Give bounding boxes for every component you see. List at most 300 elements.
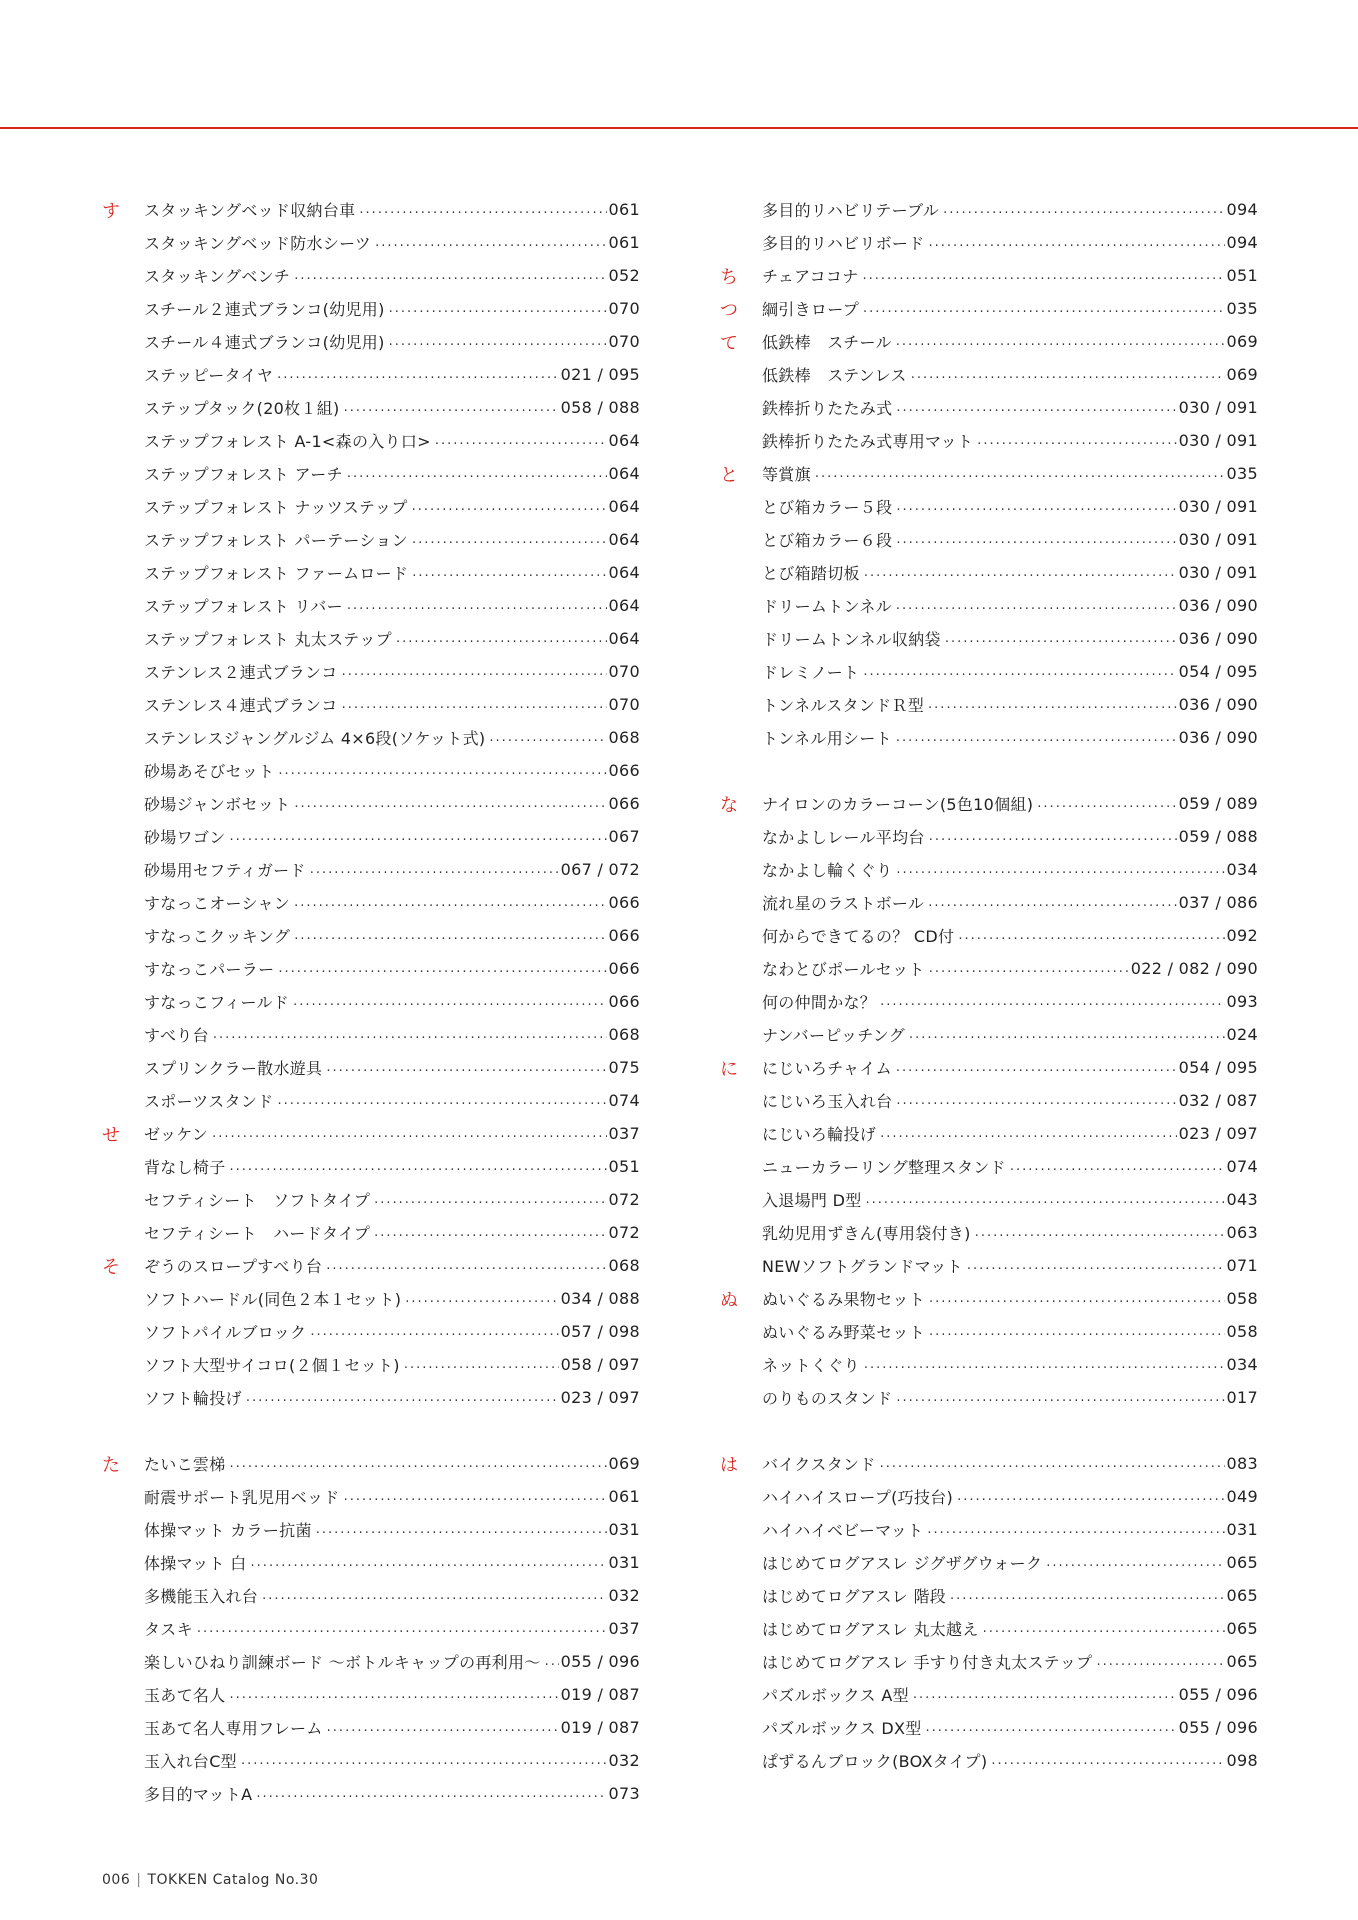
- product-name: はじめてログアスレ 階段: [762, 1587, 947, 1606]
- product-name: ナイロンのカラーコーン(5色10個組): [762, 795, 1034, 814]
- page-reference: 021 / 095: [560, 365, 640, 384]
- page-reference: 075: [608, 1058, 640, 1077]
- index-entry: [102, 1579, 640, 1612]
- dot-leader: [1037, 796, 1176, 820]
- dot-leader: [927, 1522, 1224, 1546]
- dot-leader: [310, 1324, 558, 1348]
- page-reference: 064: [608, 563, 640, 582]
- index-entry: [102, 457, 640, 490]
- index-entry: [720, 259, 1258, 292]
- page-reference: 059 / 088: [1178, 827, 1258, 846]
- index-spacer: [720, 1414, 1258, 1447]
- index-entry: [720, 1513, 1258, 1546]
- page-reference: 063: [1226, 1223, 1258, 1242]
- product-name: セフティシート ハードタイプ: [144, 1224, 371, 1243]
- index-entry: [102, 820, 640, 853]
- product-name: 玉あて名人: [144, 1686, 226, 1705]
- product-name: トンネルスタンドＲ型: [762, 696, 925, 715]
- page-reference: 070: [608, 299, 640, 318]
- dot-leader: [929, 829, 1177, 853]
- index-entry: [102, 1645, 640, 1678]
- product-name: 砂場用セフティガード: [144, 861, 306, 880]
- dot-leader: [375, 235, 606, 259]
- page-reference: 036 / 090: [1178, 629, 1258, 648]
- dot-leader: [943, 202, 1224, 226]
- dot-leader: [929, 1324, 1225, 1348]
- dot-leader: [294, 268, 606, 292]
- product-name: なかよしレール平均台: [762, 828, 925, 847]
- dot-leader: [863, 301, 1225, 325]
- index-entry: [720, 655, 1258, 688]
- page-reference: 071: [1226, 1256, 1258, 1275]
- index-column-right: [720, 193, 1258, 1777]
- product-name: ソフトハードル(同色２本１セット): [144, 1290, 402, 1309]
- page-reference: 068: [608, 728, 640, 747]
- index-entry: [720, 556, 1258, 589]
- page-reference: 058: [1226, 1289, 1258, 1308]
- dot-leader: [344, 400, 559, 424]
- page-reference: 022 / 082 / 090: [1130, 959, 1258, 978]
- page-reference: 065: [1226, 1652, 1258, 1671]
- index-entry: [720, 952, 1258, 985]
- product-name: スチール４連式ブランコ(幼児用): [144, 333, 385, 352]
- kana-heading: つ: [720, 299, 739, 321]
- dot-leader: [909, 1027, 1225, 1051]
- dot-leader: [230, 1456, 607, 1480]
- product-name: すなっこフィールド: [144, 993, 290, 1012]
- product-name: ナンバーピッチング: [762, 1026, 906, 1045]
- index-entry: [720, 1381, 1258, 1414]
- product-name: ステッピータイヤ: [144, 366, 274, 385]
- dot-leader: [958, 928, 1224, 952]
- product-name: 等賞旗: [762, 465, 811, 484]
- dot-leader: [435, 433, 607, 457]
- index-entry: [102, 523, 640, 556]
- product-name: ステップフォレスト リバー: [144, 597, 343, 616]
- index-entry: [102, 754, 640, 787]
- product-name: ぬいぐるみ野菜セット: [762, 1323, 926, 1342]
- dot-leader: [929, 1291, 1225, 1315]
- product-name: すなっこオーシャン: [144, 894, 291, 913]
- dot-leader: [327, 1720, 559, 1744]
- dot-leader: [326, 1258, 606, 1282]
- product-name: はじめてログアスレ ジグザグウォーク: [762, 1554, 1043, 1573]
- index-entry: [720, 853, 1258, 886]
- product-name: のりものスタンド: [762, 1389, 893, 1408]
- index-entry: [102, 886, 640, 919]
- product-name: 鉄棒折りたたみ式専用マット: [762, 432, 974, 451]
- dot-leader: [278, 763, 606, 787]
- product-name: ステップフォレスト アーチ: [144, 465, 343, 484]
- page-reference: 057 / 098: [560, 1322, 640, 1341]
- product-name: ドリームトンネル: [762, 597, 892, 616]
- dot-leader: [359, 202, 606, 226]
- dot-leader: [310, 862, 559, 886]
- dot-leader: [913, 1687, 1177, 1711]
- index-entry: [102, 589, 640, 622]
- page-reference: 061: [608, 233, 640, 252]
- index-entry: [720, 490, 1258, 523]
- dot-leader: [230, 1687, 559, 1711]
- dot-leader: [404, 1357, 559, 1381]
- product-name: スタッキングベッド収納台車: [144, 201, 356, 220]
- dot-leader: [863, 664, 1176, 688]
- dot-leader: [1046, 1555, 1224, 1579]
- product-name: ドレミノート: [762, 663, 860, 682]
- page-reference: 024: [1226, 1025, 1258, 1044]
- dot-leader: [294, 928, 606, 952]
- kana-heading: は: [720, 1454, 739, 1476]
- product-name: 体操マット カラー抗菌: [144, 1521, 312, 1540]
- product-name: なわとびポールセット: [762, 960, 925, 979]
- index-entry: [720, 1315, 1258, 1348]
- product-name: ソフト輪投げ: [144, 1389, 242, 1408]
- dot-leader: [864, 565, 1177, 589]
- page-reference: 031: [608, 1553, 640, 1572]
- page-reference: 034 / 088: [560, 1289, 640, 1308]
- page-reference: 066: [608, 893, 640, 912]
- index-entry: [102, 853, 640, 886]
- index-entry: [102, 1744, 640, 1777]
- dot-leader: [316, 1522, 607, 1546]
- index-entry: [102, 721, 640, 754]
- index-entry: [720, 1744, 1258, 1777]
- page-reference: 070: [608, 332, 640, 351]
- dot-leader: [277, 367, 559, 391]
- product-name: ぬいぐるみ果物セット: [762, 1290, 926, 1309]
- dot-leader: [262, 1588, 606, 1612]
- dot-leader: [230, 829, 607, 853]
- page-number: 006: [102, 1872, 131, 1888]
- dot-leader: [347, 598, 607, 622]
- product-name: スポーツスタンド: [144, 1092, 274, 1111]
- index-entry: [102, 1447, 640, 1480]
- kana-heading: と: [720, 464, 739, 486]
- dot-leader: [489, 730, 606, 754]
- index-entry: [102, 292, 640, 325]
- index-entry: [720, 1018, 1258, 1051]
- page-reference: 059 / 089: [1178, 794, 1258, 813]
- page-reference: 068: [608, 1025, 640, 1044]
- page-reference: 051: [1226, 266, 1258, 285]
- page-reference: 037: [608, 1124, 640, 1143]
- index-entry: [102, 1216, 640, 1249]
- dot-leader: [342, 697, 607, 721]
- page-reference: 058 / 088: [560, 398, 640, 417]
- dot-leader: [389, 301, 607, 325]
- page-reference: 037 / 086: [1178, 893, 1258, 912]
- dot-leader: [294, 895, 606, 919]
- product-name: はじめてログアスレ 丸太越え: [762, 1620, 979, 1639]
- page-reference: 019 / 087: [560, 1685, 640, 1704]
- kana-heading: す: [102, 200, 121, 222]
- page-reference: 064: [608, 464, 640, 483]
- product-name: とび箱カラー５段: [762, 498, 893, 517]
- index-entry: [102, 1051, 640, 1084]
- product-name: チェアココナ: [762, 267, 859, 286]
- index-entry: [102, 1249, 640, 1282]
- page-reference: 068: [608, 1256, 640, 1275]
- page-reference: 066: [608, 926, 640, 945]
- index-entry: [720, 1183, 1258, 1216]
- dot-leader: [991, 1753, 1224, 1777]
- product-name: スタッキングベンチ: [144, 267, 291, 286]
- dot-leader: [928, 697, 1177, 721]
- dot-leader: [344, 1489, 607, 1513]
- product-name: 多機能玉入れ台: [144, 1587, 259, 1606]
- dot-leader: [896, 598, 1177, 622]
- page-reference: 023 / 097: [560, 1388, 640, 1407]
- page-reference: 036 / 090: [1178, 695, 1258, 714]
- product-name: バイクスタンド: [762, 1455, 876, 1474]
- index-entry: [102, 985, 640, 1018]
- header-rule: [0, 127, 1358, 129]
- product-name: ステンレスジャングルジム 4×6段(ソケット式): [144, 729, 486, 748]
- index-entry: [720, 985, 1258, 1018]
- index-entry: [720, 226, 1258, 259]
- dot-leader: [957, 1489, 1224, 1513]
- product-name: ステンレス４連式ブランコ: [144, 696, 338, 715]
- index-entry: [102, 1711, 640, 1744]
- page-reference: 064: [608, 629, 640, 648]
- dot-leader: [326, 1060, 606, 1084]
- index-entry: [102, 1084, 640, 1117]
- page-reference: 030 / 091: [1178, 497, 1258, 516]
- dot-leader: [977, 433, 1176, 457]
- dot-leader: [412, 565, 606, 589]
- index-entry: [102, 358, 640, 391]
- index-entry: [720, 325, 1258, 358]
- dot-leader: [389, 334, 607, 358]
- page-reference: 055 / 096: [560, 1652, 640, 1671]
- page-reference: 019 / 087: [560, 1718, 640, 1737]
- page-reference: 092: [1226, 926, 1258, 945]
- dot-leader: [880, 994, 1224, 1018]
- dot-leader: [926, 1720, 1177, 1744]
- page-reference: 030 / 091: [1178, 398, 1258, 417]
- product-name: にじいろ輪投げ: [762, 1125, 877, 1144]
- product-name: 背なし椅子: [144, 1158, 226, 1177]
- page-reference: 065: [1226, 1619, 1258, 1638]
- product-name: パズルボックス DX型: [762, 1719, 922, 1738]
- page-reference: 064: [608, 431, 640, 450]
- index-entry: [720, 358, 1258, 391]
- product-name: 流れ星のラストボール: [762, 894, 925, 913]
- index-entry: [102, 556, 640, 589]
- product-name: 綱引きロープ: [762, 300, 860, 319]
- footer-separator: |: [136, 1872, 142, 1888]
- product-name: ハイハイスロープ(巧技台): [762, 1488, 954, 1507]
- index-entry: [102, 1546, 640, 1579]
- dot-leader: [396, 631, 607, 655]
- index-entry: [102, 1117, 640, 1150]
- index-entry: [720, 589, 1258, 622]
- index-entry: [102, 391, 640, 424]
- index-entry: [102, 193, 640, 226]
- index-entry: [720, 1480, 1258, 1513]
- dot-leader: [896, 1060, 1177, 1084]
- index-entry: [720, 1084, 1258, 1117]
- product-name: ステップフォレスト パーテーション: [144, 531, 408, 550]
- dot-leader: [967, 1258, 1225, 1282]
- kana-heading: せ: [102, 1124, 121, 1146]
- product-name: 体操マット 白: [144, 1554, 247, 1573]
- index-entry: [720, 787, 1258, 820]
- index-entry: [720, 820, 1258, 853]
- kana-heading: な: [720, 794, 739, 816]
- page-reference: 023 / 097: [1178, 1124, 1258, 1143]
- page-reference: 054 / 095: [1178, 662, 1258, 681]
- page-reference: 052: [608, 266, 640, 285]
- index-entry: [102, 490, 640, 523]
- dot-leader: [896, 334, 1225, 358]
- dot-leader: [880, 1126, 1177, 1150]
- product-name: とび箱カラー６段: [762, 531, 893, 550]
- dot-leader: [815, 466, 1225, 490]
- dot-leader: [277, 1093, 606, 1117]
- page-footer: [102, 1872, 318, 1888]
- dot-leader: [412, 532, 607, 556]
- index-spacer: [720, 754, 1258, 787]
- dot-leader: [866, 1192, 1225, 1216]
- page-reference: 030 / 091: [1178, 563, 1258, 582]
- page-reference: 074: [608, 1091, 640, 1110]
- dot-leader: [230, 1159, 607, 1183]
- product-name: 耐震サポート乳児用ベッド: [144, 1488, 340, 1507]
- dot-leader: [246, 1390, 559, 1414]
- index-entry: [720, 457, 1258, 490]
- product-name: ソフトパイルブロック: [144, 1323, 307, 1342]
- dot-leader: [950, 1588, 1225, 1612]
- index-entry: [102, 1315, 640, 1348]
- page-reference: 064: [608, 497, 640, 516]
- dot-leader: [374, 1192, 606, 1216]
- index-entry: [102, 1381, 640, 1414]
- product-name: 楽しいひねり訓練ボード ～ボトルキャップの再利用～: [144, 1653, 541, 1672]
- index-entry: [102, 655, 640, 688]
- product-name: ステップフォレスト A-1<森の入り口>: [144, 432, 431, 451]
- index-entry: [102, 1183, 640, 1216]
- dot-leader: [293, 994, 606, 1018]
- product-name: 玉入れ台C型: [144, 1752, 237, 1771]
- kana-heading: た: [102, 1454, 121, 1476]
- kana-heading: て: [720, 332, 739, 354]
- index-entry: [720, 1711, 1258, 1744]
- product-name: 乳幼児用ずきん(専用袋付き): [762, 1224, 971, 1243]
- dot-leader: [928, 895, 1176, 919]
- index-entry: [720, 1216, 1258, 1249]
- page-reference: 054 / 095: [1178, 1058, 1258, 1077]
- product-name: すべり台: [144, 1026, 209, 1045]
- product-name: ステップフォレスト ファームロード: [144, 564, 409, 583]
- index-entry: [720, 1645, 1258, 1678]
- product-name: 多目的リハビリテーブル: [762, 201, 940, 220]
- dot-leader: [1010, 1159, 1225, 1183]
- kana-heading: そ: [102, 1256, 121, 1278]
- index-entry: [102, 1777, 640, 1810]
- page-reference: 031: [608, 1520, 640, 1539]
- dot-leader: [241, 1753, 607, 1777]
- page-reference: 069: [1226, 332, 1258, 351]
- product-name: はじめてログアスレ 手すり付き丸太ステップ: [762, 1653, 1093, 1672]
- product-name: すなっこパーラー: [144, 960, 275, 979]
- product-name: 玉あて名人専用フレーム: [144, 1719, 323, 1738]
- product-name: トンネル用シート: [762, 729, 892, 748]
- index-entry: [720, 886, 1258, 919]
- product-name: 砂場ワゴン: [144, 828, 226, 847]
- product-name: 砂場ジャンボセット: [144, 795, 291, 814]
- index-entry: [720, 1447, 1258, 1480]
- page-reference: 030 / 091: [1178, 431, 1258, 450]
- dot-leader: [896, 862, 1224, 886]
- page-reference: 030 / 091: [1178, 530, 1258, 549]
- page-reference: 034: [1226, 1355, 1258, 1374]
- page-reference: 069: [1226, 365, 1258, 384]
- page-reference: 094: [1226, 200, 1258, 219]
- page-reference: 043: [1226, 1190, 1258, 1209]
- product-name: 砂場あそびセット: [144, 762, 275, 781]
- dot-leader: [929, 961, 1129, 985]
- dot-leader: [412, 499, 607, 523]
- product-name: ソフト大型サイコロ(２個１セット): [144, 1356, 400, 1375]
- page-reference: 035: [1226, 299, 1258, 318]
- product-name: すなっこクッキング: [144, 927, 291, 946]
- product-name: スチール２連式ブランコ(幼児用): [144, 300, 385, 319]
- product-name: スプリンクラー散水遊具: [144, 1059, 323, 1078]
- index-entry: [102, 1018, 640, 1051]
- page-reference: 035: [1226, 464, 1258, 483]
- page-reference: 064: [608, 530, 640, 549]
- page-reference: 065: [1226, 1553, 1258, 1572]
- index-entry: [720, 1249, 1258, 1282]
- page-reference: 070: [608, 662, 640, 681]
- dot-leader: [880, 1456, 1225, 1480]
- product-name: たいこ雲梯: [144, 1455, 226, 1474]
- page-reference: 070: [608, 695, 640, 714]
- page-reference: 098: [1226, 1751, 1258, 1770]
- product-name: なかよし輪くぐり: [762, 861, 893, 880]
- dot-leader: [294, 796, 606, 820]
- index-entry: [720, 688, 1258, 721]
- index-spacer: [102, 1414, 640, 1447]
- dot-leader: [347, 466, 607, 490]
- catalog-name: TOKKEN Catalog No.30: [147, 1872, 319, 1888]
- page-reference: 094: [1226, 233, 1258, 252]
- index-entry: [720, 1282, 1258, 1315]
- index-entry: [102, 1513, 640, 1546]
- page-reference: 058: [1226, 1322, 1258, 1341]
- dot-leader: [405, 1291, 558, 1315]
- product-name: ステップフォレスト 丸太ステップ: [144, 630, 392, 649]
- dot-leader: [896, 1390, 1224, 1414]
- page-reference: 072: [608, 1223, 640, 1242]
- page-reference: 036 / 090: [1178, 596, 1258, 615]
- page-reference: 032: [608, 1586, 640, 1605]
- page-reference: 066: [608, 959, 640, 978]
- product-name: 入退場門 D型: [762, 1191, 862, 1210]
- product-name: ネットくぐり: [762, 1356, 860, 1375]
- index-entry: [720, 523, 1258, 556]
- index-entry: [102, 952, 640, 985]
- index-entry: [720, 1579, 1258, 1612]
- product-name: ステップフォレスト ナッツステップ: [144, 498, 408, 517]
- index-entry: [102, 1678, 640, 1711]
- dot-leader: [278, 961, 606, 985]
- dot-leader: [342, 664, 607, 688]
- page-reference: 083: [1226, 1454, 1258, 1473]
- product-name: ドリームトンネル収納袋: [762, 630, 941, 649]
- index-entry: [102, 226, 640, 259]
